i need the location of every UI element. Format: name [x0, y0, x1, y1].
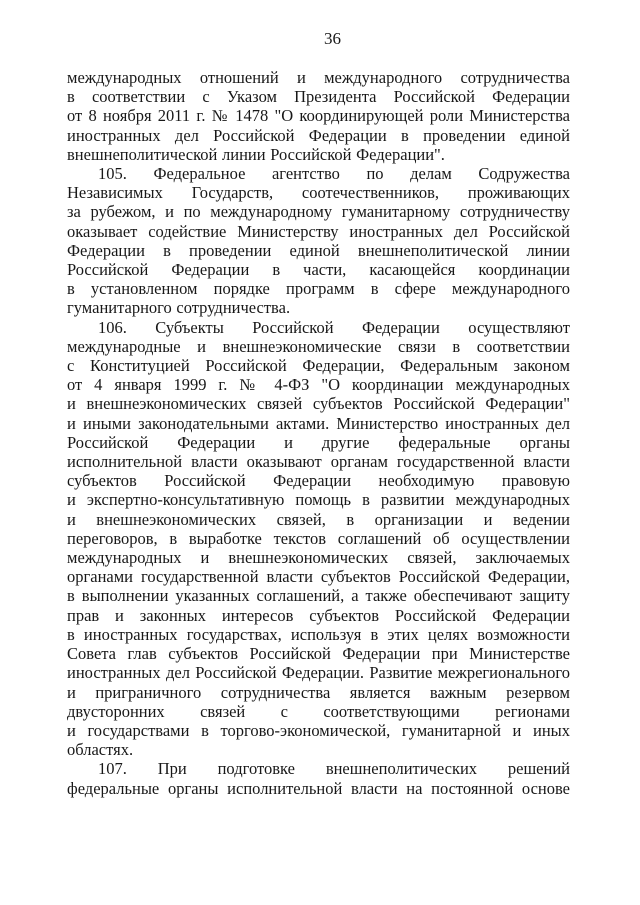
text-line: иностранных дел Российской Федерации. Развитие межрегионального [67, 663, 570, 683]
text-line: с Конституцией Российской Федерации, Федеральным законом [67, 356, 570, 376]
text-line: внешнеполитической линии Российской Федерации". [67, 144, 445, 164]
paragraph [67, 318, 570, 760]
text-line: 106. Субъекты Российской Федерации осуществляют [98, 317, 570, 337]
text-line: переговоров, в выработке текстов соглашений об осуществлении [67, 528, 570, 548]
text-line: 107. При подготовке внешнеполитических решений [98, 759, 570, 779]
text-line: двусторонних связей с соответствующими регионами [67, 701, 570, 721]
text-line: за рубежом, и по международному гуманитарному сотрудничеству [67, 202, 570, 222]
text-line: прав и законных интересов субъектов Российской Федерации [67, 605, 570, 625]
text-line: Независимых Государств, соотечественников, проживающих [67, 183, 570, 203]
text-line: от 4 января 1999 г. № 4-ФЗ "О координации международных [67, 375, 570, 395]
text-line: в выполнении указанных соглашений, а также обеспечивают защиту [67, 586, 570, 606]
text-line: и внешнеэкономических связей субъектов Российской Федерации" [67, 394, 570, 414]
text-line: и внешнеэкономических связей, в организации и ведении [67, 509, 570, 529]
text-line: и иными законодательными актами. Министерство иностранных дел [67, 413, 570, 433]
text-line: в соответствии с Указом Президента Российской Федерации [67, 87, 570, 107]
document-body [67, 68, 570, 798]
paragraph [67, 164, 570, 318]
text-line: субъектов Российской Федерации необходимую правовую [67, 471, 570, 491]
text-line: и приграничного сотрудничества является важным резервом [67, 682, 570, 702]
text-line: иностранных дел Российской Федерации в проведении единой [67, 125, 570, 145]
text-line: областях. [67, 740, 134, 760]
paragraph [67, 68, 570, 164]
text-line: гуманитарного сотрудничества. [67, 298, 291, 318]
paragraph [67, 759, 570, 797]
page-number: 36 [324, 29, 341, 48]
text-line: и государствами в торгово-экономической, гуманитарной и иных [67, 720, 570, 740]
text-line: оказывает содействие Министерству иностранных дел Российской [67, 221, 570, 241]
text-line: от 8 ноября 2011 г. № 1478 "О координирующей роли Министерства [67, 106, 570, 126]
text-line: международных и внешнеэкономических связей, заключаемых [67, 548, 570, 568]
text-line: Совета глав субъектов Российской Федерации при Министерстве [67, 644, 570, 664]
text-line: 105. Федеральное агентство по делам Содружества [98, 164, 570, 184]
text-line: Российской Федерации в части, касающейся координации [67, 260, 570, 280]
text-line: международных отношений и международного сотрудничества [67, 68, 570, 87]
text-line: международные и внешнеэкономические связи в соответствии [67, 336, 570, 356]
text-line: и экспертно-консультативную помощь в развитии международных [67, 490, 570, 510]
text-line: Российской Федерации и другие федеральные органы [67, 432, 570, 452]
text-line: федеральные органы исполнительной власти на постоянной основе [67, 778, 570, 798]
text-line: в установленном порядке программ в сфере международного [67, 279, 570, 299]
text-line: в иностранных государствах, используя в этих целях возможности [67, 624, 570, 644]
text-line: исполнительной власти оказывают органам государственной власти [67, 452, 570, 472]
text-line: органами государственной власти субъектов Российской Федерации, [67, 567, 570, 587]
text-line: Федерации в проведении единой внешнеполитической линии [67, 240, 570, 260]
